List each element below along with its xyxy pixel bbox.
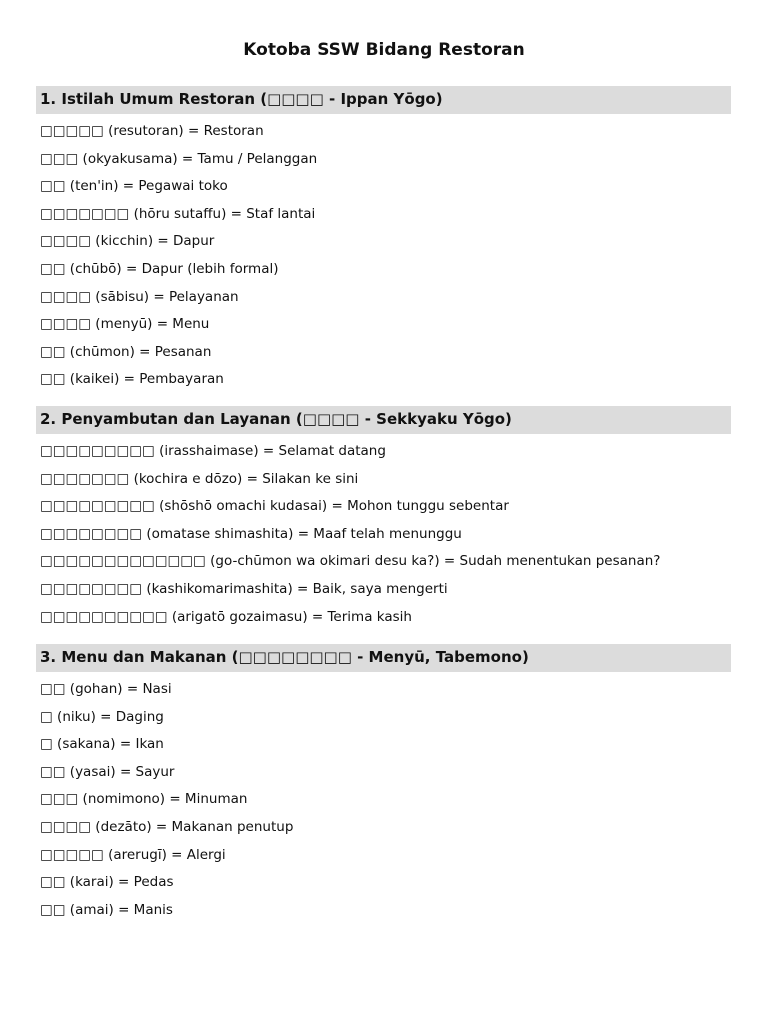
section-general-terms [36,86,731,394]
vocabulary-list [36,676,731,924]
vocabulary-entry: □□ (chūmon) = Pesanan [40,343,212,360]
vocabulary-entry: □□□□□□□□□□□□□ (go-chūmon wa okimari desu ka?) = Sudah menentukan pesanan? [40,553,661,570]
vocabulary-entry: □□ (ten'in) = Pegawai toko [40,178,228,195]
vocabulary-entry: □□ (gohan) = Nasi [40,681,172,697]
vocabulary-entry: □□ (chūbō) = Dapur (lebih formal) [40,260,279,277]
vocabulary-entry: □□□□□□□□□ (irasshaimase) = Selamat datang [40,443,386,459]
vocabulary-entry: □□□□ (kicchin) = Dapur [40,233,215,250]
section-heading: 2. Penyambutan dan Layanan (□□□□ - Sekkyaku Yōgo) [36,406,731,434]
vocabulary-entry: □□□□□ (resutoran) = Restoran [40,123,264,139]
vocabulary-entry: □□□□□□□□□ (shōshō omachi kudasai) = Mohon tunggu sebentar [40,498,509,515]
vocabulary-entry: □□□□□□□□ (omatase shimashita) = Maaf telah menunggu [40,525,462,542]
vocabulary-entry: □□ (yasai) = Sayur [40,763,175,780]
section-heading: 3. Menu dan Makanan (□□□□□□□□ - Menyū, Tabemono) [36,644,731,672]
vocabulary-entry: □□□□□ (arerugī) = Alergi [40,846,226,863]
section-heading: 1. Istilah Umum Restoran (□□□□ - Ippan Yōgo) [36,86,731,114]
vocabulary-entry: □□ (amai) = Manis [40,901,173,918]
vocabulary-entry: □□□□ (sābisu) = Pelayanan [40,288,239,305]
section-greeting-service [36,406,731,631]
vocabulary-entry: □ (niku) = Daging [40,708,164,725]
vocabulary-entry: □□□□□□□ (hōru sutaffu) = Staf lantai [40,205,316,222]
vocabulary-entry: □□□ (okyakusama) = Tamu / Pelanggan [40,150,318,167]
vocabulary-entry: □□□□□□□□ (kashikomarimashita) = Baik, saya mengerti [40,580,448,597]
vocabulary-entry: □□□ (nomimono) = Minuman [40,791,248,808]
vocabulary-entry: □□□□□□□ (kochira e dōzo) = Silakan ke sini [40,470,359,487]
vocabulary-entry: □□□□ (menyū) = Menu [40,316,210,333]
vocabulary-list [36,438,731,631]
vocabulary-entry: □□ (karai) = Pedas [40,874,174,891]
vocabulary-entry: □□□□ (dezāto) = Makanan penutup [40,818,294,835]
section-menu-food [36,644,731,924]
vocabulary-entry: □ (sakana) = Ikan [40,736,164,753]
vocabulary-entry: □□ (kaikei) = Pembayaran [40,371,224,388]
vocabulary-entry: □□□□□□□□□□ (arigatō gozaimasu) = Terima kasih [40,608,412,625]
page-title: Kotoba SSW Bidang Restoran [243,40,525,60]
vocabulary-list [36,118,731,394]
